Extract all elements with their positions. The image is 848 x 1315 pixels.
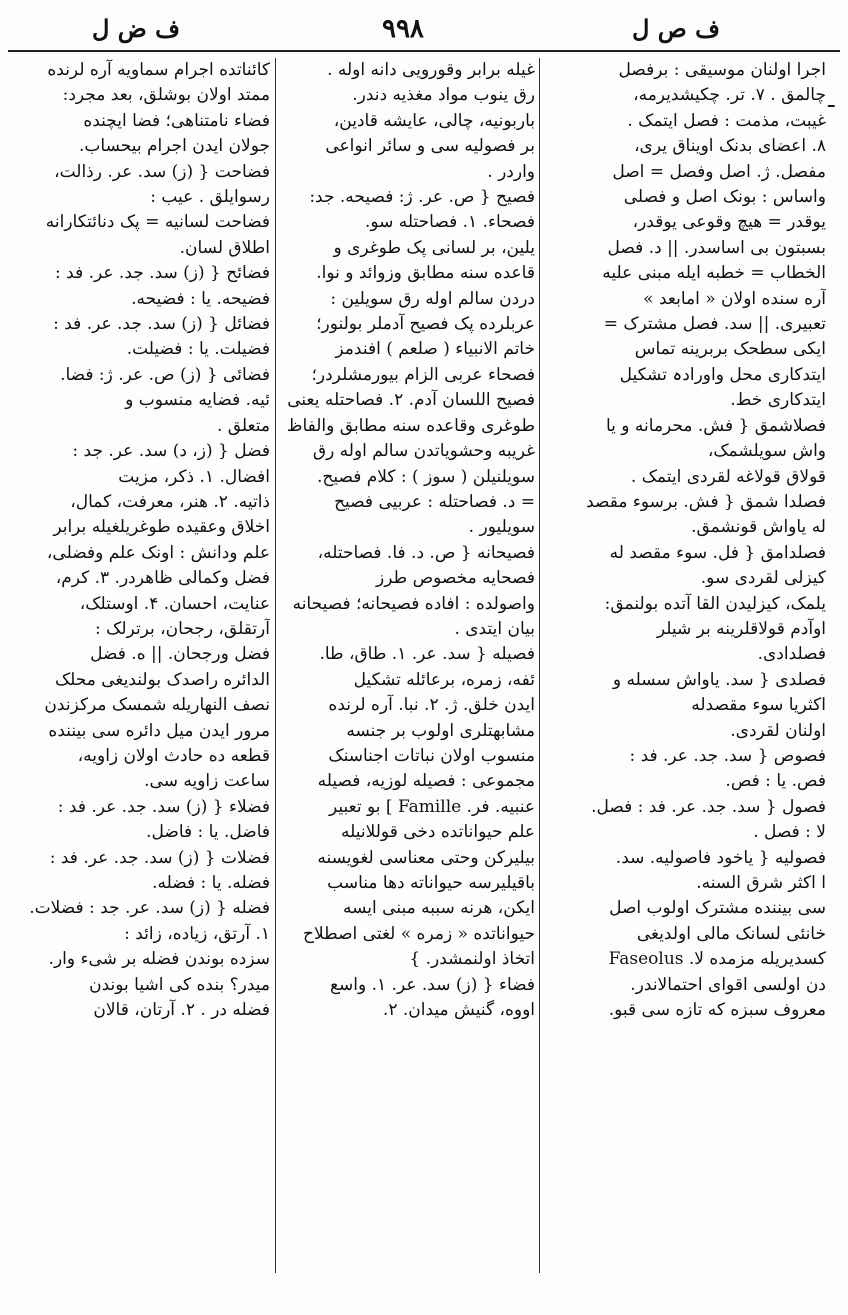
text-line: سی بیننده مشترک اولوب اصل	[609, 898, 826, 919]
text-line: فضله { (ز) سد. عر. جد : فضلات.	[29, 898, 270, 919]
text-line: بر فصولیه سی و سائر انواعی	[325, 136, 535, 157]
text-line: فصحایه مخصوص طرز	[376, 568, 535, 589]
text-line: فصوص { سد. جد. عر. فد :	[629, 745, 826, 766]
text-line: اوآدم قولاقلرینه بر شیلر	[656, 618, 826, 639]
text-line: فضائل { (ز) سد. جد. عر. فد :	[53, 314, 270, 335]
text-line: منسوب اولان نباتات اجناسنک	[328, 745, 535, 766]
page-header	[0, 0, 848, 44]
text-line: فصلدادی.	[757, 644, 826, 665]
text-line: عربلرده پک فصیح آدملر بولنور؛	[316, 314, 535, 335]
text-line: ایدن خلق. ژ. ۲. نبا. آره لرنده	[328, 695, 535, 716]
text-line: قولاق قولاغه لقردی ایتمک .	[630, 466, 826, 487]
text-line: فاضل. یا : فاضل.	[146, 822, 270, 843]
text-line: فضاحت لسانیه = پک دنائتکارانه	[45, 212, 270, 233]
text-line: فضل ورجحان. || ه. فضل	[90, 644, 270, 665]
text-line: فصولیه { یاخود فاصولیه. سد.	[615, 847, 826, 868]
text-line: علم حیواناتده دخی قوللانیله	[341, 822, 535, 843]
text-line: عنایت، احسان. ۴. اوستلک،	[79, 593, 270, 614]
text-line: کیزلی لقردی سو.	[700, 568, 826, 589]
text-line: بیان ایتدی .	[454, 618, 535, 639]
text-line: ایتدکاری محل واورادہ تشکیل	[619, 364, 826, 385]
text-line: اتخاذ اولنمشدر. }	[409, 949, 535, 970]
text-line: اووه، گنیش میدان. ۲.	[382, 1000, 535, 1021]
text-line: ایتدکاری خط.	[730, 390, 826, 411]
text-line: فضله. یا : فضله.	[152, 873, 270, 893]
text-line: فضاء نامتناهی؛ فضا ایچنده	[83, 110, 270, 131]
text-line: ئیه. فضایه منسوب و	[125, 390, 270, 411]
text-line: میدر؟ بنده کی اشیا بوندن	[89, 974, 270, 995]
text-line: علم ودانش : اونک علم وفضلی،	[46, 542, 270, 563]
right-running-head: ف ص ل	[632, 14, 721, 43]
text-line: آره سنده اولان « امابعد »	[643, 288, 826, 309]
text-line: ذاتیه. ۲. هنر، معرفت، کمال،	[70, 491, 270, 512]
text-line: واش سویلشمک،	[707, 441, 826, 462]
text-line: فصلدامق { فل. سوء مقصد له	[609, 542, 826, 563]
text-line: مفصل. ژ. اصل وفصل = اصل	[612, 161, 826, 182]
text-line: مشابهتلری اولوب بر جنسه	[346, 720, 535, 741]
text-line: الخطاب = خطبه ایله مبنی علیه	[602, 263, 826, 284]
column-middle	[280, 58, 535, 1308]
text-line: فضل { (ز، د) سد. عر. جد :	[72, 441, 270, 462]
text-line: دن اولسی اقوای احتمالاندر.	[630, 974, 826, 995]
text-line: ۱. آرتق، زیاده، زائد :	[124, 923, 270, 944]
text-line: فصلاشمق { فش. محرمانه و یا	[605, 415, 826, 436]
text-line: سویلنیلن ( سوز ) : کلام فصیح.	[316, 466, 535, 487]
text-line: مرور ایدن میل دائره سی بیننده	[48, 720, 270, 741]
text-line: قطعه ده حادث اولان زاویه،	[77, 745, 270, 766]
text-line: فصیح { ص. عر. ژ: فصیحه. جد:	[309, 187, 535, 208]
text-line: افضال. ۱. ذکر، مزیت	[118, 466, 270, 487]
text-line: فضلاء { (ز) سد. جد. عر. فد :	[57, 796, 270, 817]
text-line: قاعده سنه مطابق وزوائد و نوا.	[316, 263, 535, 284]
text-line: واردر .	[487, 161, 535, 182]
text-line: له یاواش قونشمق.	[691, 517, 826, 538]
text-line: تعبیری. || سد. فصل مشترک =	[603, 314, 826, 335]
text-line: ممتد اولان بوشلق، بعد مجرد:	[62, 85, 270, 106]
text-line: یوقدر = هیچ وقوعی یوقدر،	[632, 212, 826, 233]
text-line: بیلیرکن وحتی معناسی لغویسنه	[317, 847, 535, 868]
text-line: فضاحت { (ز) سد. عر. رذالت،	[54, 161, 270, 182]
column-right	[544, 58, 826, 1308]
text-line: ساعت زاویه سی.	[144, 771, 270, 792]
header-rule	[8, 50, 840, 52]
text-line: واصولده : افاده فصیحانه؛ فصیحانه	[292, 593, 535, 614]
text-line: جولان ایدن اجرام بیحساب.	[79, 136, 270, 157]
text-line: اجرا اولنان موسیقی : برفصل	[618, 60, 826, 80]
text-line: آرتقلق، رجحان، برترلک :	[95, 618, 270, 639]
text-line: اخلاق وعقیده طوغریلغیله برابر	[53, 517, 270, 538]
text-line: کسدیریله مزمده لا. Faseolus	[608, 949, 826, 970]
text-line: متعلق .	[216, 415, 270, 436]
text-line: چالمق . ۷. تر. چکیشدیرمه،	[633, 85, 826, 106]
text-line: فص. یا : فص.	[725, 771, 826, 792]
text-line: ئفه، زمره، برعائله تشکیل	[353, 669, 535, 690]
text-line: لا : فصل .	[753, 822, 826, 843]
text-line: ایکی سطحک بربرینه تماس	[634, 339, 826, 360]
text-line: خاتم الانبیاء ( صلعم ) افندمز	[335, 339, 535, 360]
text-line: فضائح { (ز) سد. جد. عر. فد :	[55, 263, 270, 284]
text-line: معروف سبزه که تازه سی قبو.	[608, 1000, 826, 1021]
text-line: فصیله { سد. عر. ۱. طاق، طا.	[319, 644, 535, 665]
text-line: باربونیه، چالی، عایشه قادین،	[333, 110, 535, 131]
text-line: واساس : بونک اصل و فصلی	[623, 187, 826, 208]
text-line: فصول { سد. جد. عر. فد : فصل.	[591, 796, 826, 817]
text-line: مجموعی : فصیله لوزیه، فصیله	[317, 771, 535, 792]
page-number: ٩٩٨	[382, 14, 424, 44]
text-line: طوغری وقاعده سنه مطابق والفاظ	[286, 415, 535, 436]
text-line: کائناتده اجرام سماویه آره لرنده	[47, 60, 270, 80]
text-line: بسبتون بی اساسدر. || د. فصل	[607, 237, 826, 258]
text-line: = د. فصاحتله : عربیی فصیح	[334, 491, 535, 512]
column-divider-right	[539, 58, 540, 1273]
text-line: رق ینوب مواد مغذیه دندر.	[352, 85, 535, 106]
text-line: فصیح اللسان آدم. ۲. فصاحتله یعنی	[287, 390, 535, 411]
text-line: فضله در . ۲. آرتان، قالان	[93, 1000, 270, 1021]
text-line: عنبیه. فر. Famille ] بو تعبیر	[329, 796, 535, 817]
text-line: دردن سالم اوله رق سویلین :	[330, 288, 535, 309]
text-line: فضیحه. یا : فضیحه.	[131, 288, 270, 309]
text-line: سزده بوندن فضله بر شیء وار.	[48, 949, 270, 970]
text-line: رسوایلق . عیب :	[150, 187, 270, 208]
text-line: فصلدا شمق { فش. برسوء مقصد	[586, 491, 826, 512]
text-line: ا اکثر شرق السنه.	[696, 873, 826, 893]
text-line: یلمک، کیزلیدن القا آتده بولنمق:	[604, 593, 826, 614]
text-line: فضیلت. یا : فضیلت.	[126, 339, 270, 360]
margin-mark: ـ	[828, 88, 835, 113]
text-line: الدائره راصدک بولندیغی محلک	[54, 669, 270, 690]
text-line: یلین، بر لسانی پک طوغری و	[333, 237, 535, 258]
text-line: خانئی لسانک مالی اولدیغی	[636, 923, 826, 944]
text-line: غیله برابر وقورویی دانه اوله .	[327, 60, 535, 80]
text-line: ۸. اعضای بدنک اویناق یری،	[634, 136, 826, 157]
text-line: فصلدی { سد. یاواش سسله و	[612, 669, 826, 690]
text-line: فضاء { (ز) سد. عر. ۱. واسع	[329, 974, 535, 995]
text-line: فضائی { (ز) ص. عر. ژ: فضا.	[60, 364, 270, 385]
text-line: فضل وکمالی ظاهردر. ۳. کرم،	[55, 568, 270, 589]
text-line: اکثریا سوء مقصدله	[691, 695, 826, 716]
text-line: سویلیور .	[468, 517, 535, 538]
column-left	[8, 58, 270, 1308]
text-line: فصحاء. ۱. فصاحتله سو.	[364, 212, 535, 233]
text-line: اطلاق لسان.	[179, 237, 270, 258]
text-line: نصف النهاریله شمسک مرکزندن	[44, 695, 270, 716]
text-line: اولنان لقردی.	[730, 720, 826, 741]
text-line: غریبه وحشویاتدن سالم اوله رق	[312, 441, 535, 462]
text-line: باقیلیرسه حیواناته دها مناسب	[327, 873, 535, 893]
text-line: فصیحانه { ص. د. فا. فصاحتله،	[317, 542, 535, 563]
left-running-head: ف ض ل	[92, 14, 181, 43]
text-line: فضلات { (ز) سد. جد. عر. فد :	[49, 847, 270, 868]
text-line: غیبت، مذمت : فصل ایتمک .	[627, 110, 826, 131]
column-divider-left	[275, 58, 276, 1273]
text-line: ایکن، هرنه سببه مبنی ایسه	[343, 898, 535, 919]
text-line: فصحاء عربی الزام بیورمشلردر؛	[311, 364, 535, 385]
text-line: حیواناتده « زمره » لغتی اصطلاح	[303, 923, 535, 944]
